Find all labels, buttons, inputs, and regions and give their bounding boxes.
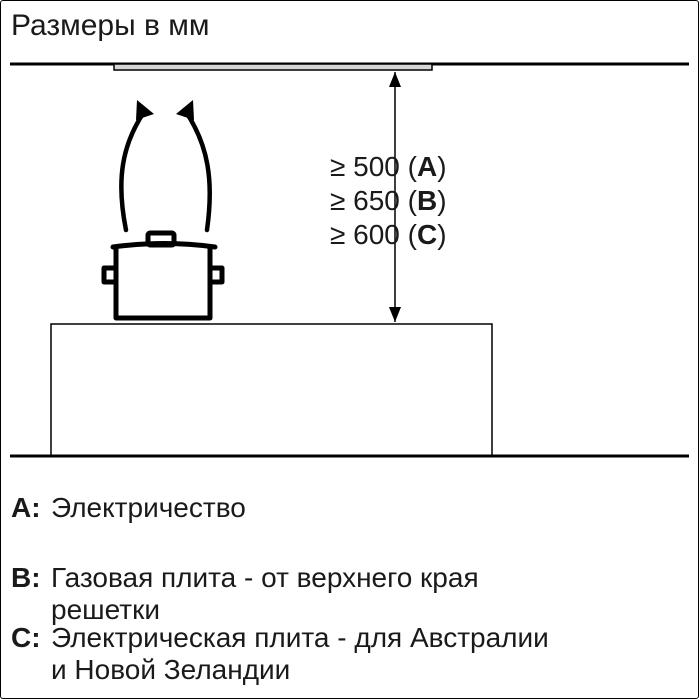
legend-text: Электрическая плита - для Австралии — [51, 622, 549, 653]
legend-item-a — [11, 492, 246, 524]
legend-text-continued: и Новой Зеландии — [51, 654, 291, 685]
page-title: Размеры в мм — [11, 9, 210, 42]
legend-key: A: — [11, 492, 41, 523]
steam-arrows-icon — [121, 112, 209, 230]
legend-key: C: — [11, 622, 41, 653]
steam-arrow-head-right — [176, 100, 194, 120]
dimension-c: ≥ 600 (C) — [330, 219, 447, 250]
legend-key: B: — [11, 562, 41, 593]
pot-icon — [104, 233, 222, 318]
hood — [114, 64, 432, 70]
legend-text: Электричество — [51, 492, 246, 523]
dimension-a: ≥ 500 (A) — [330, 151, 447, 182]
cooktop — [51, 324, 492, 456]
legend-item-b — [11, 562, 479, 625]
steam-arrow-head-left — [136, 100, 154, 120]
legend-text: Газовая плита - от верхнего края — [51, 562, 479, 593]
legend-item-c — [11, 622, 549, 685]
legend-text-continued: решетки — [51, 594, 160, 625]
dimension-b: ≥ 650 (B) — [330, 185, 447, 216]
